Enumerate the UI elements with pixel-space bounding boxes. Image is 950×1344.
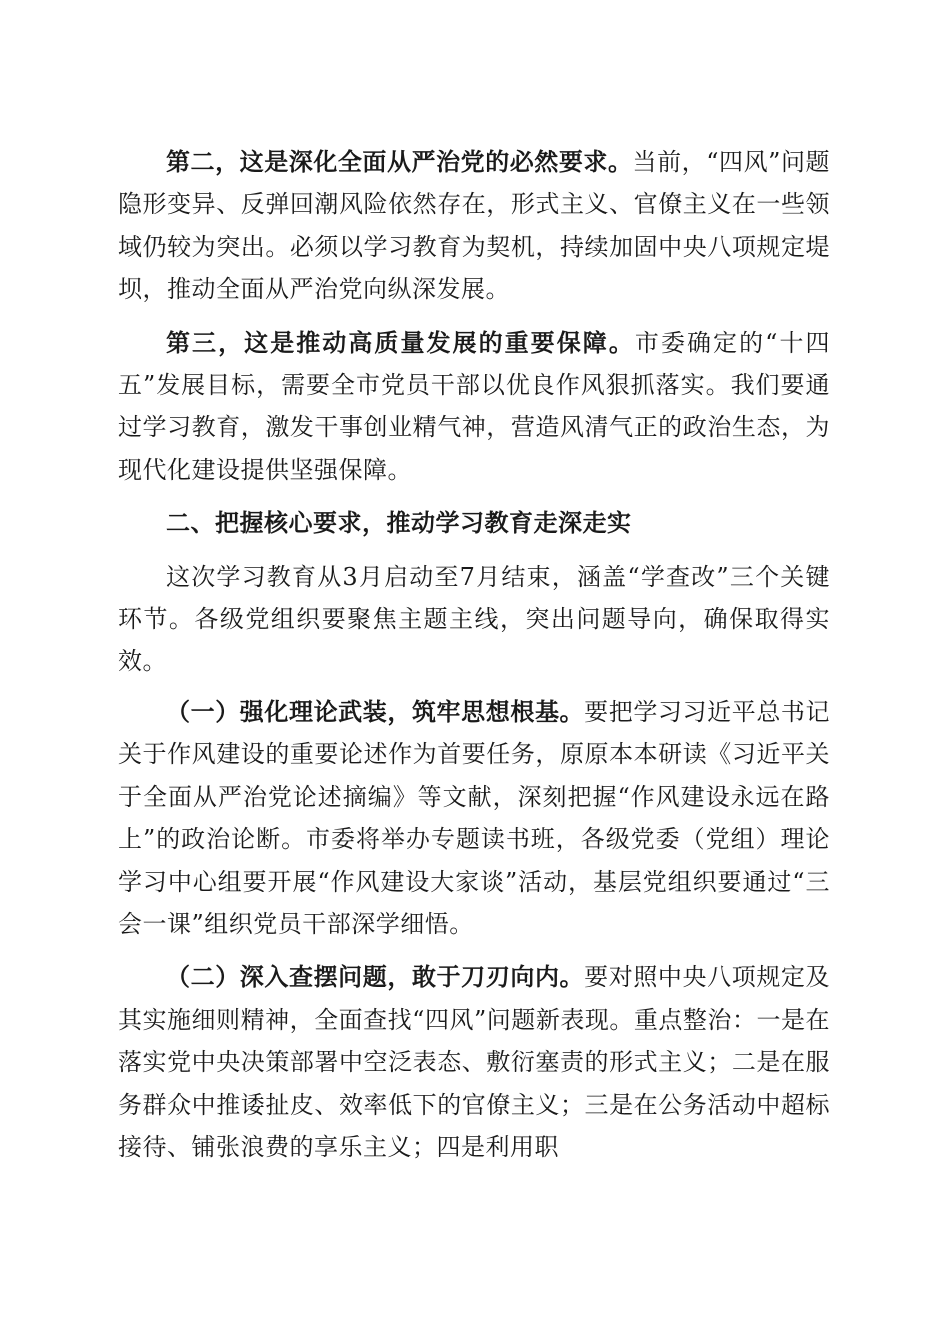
section-heading: 二、把握核心要求，推动学习教育走深走实: [166, 509, 632, 538]
paragraph-lead: 第二，这是深化全面从严治党的必然要求。: [166, 147, 633, 176]
paragraph-text: 要把学习习近平总书记关于作风建设的重要论述作为首要任务，原原本本研读《习近平关于全面从严治党论述摘编》等文献，深刻把握“作风建设永远在路上”的政治论断。市委将举办专题读书班，各级党委（党组）理论学习中心组要开展“作风建设大家谈”活动，基层党组织要通过“三会一课”组织党员干部深学细悟。: [118, 697, 831, 938]
paragraph-second-point: [118, 141, 830, 311]
paragraph-lead: （一）强化理论武装，筑牢思想根基。: [166, 696, 585, 726]
paragraph-text: 要对照中央八项规定及其实施细则精神，全面查找“四风”问题新表现。重点整治：一是在落实党中央决策部署中空泛表态、敷衍塞责的形式主义；二是在服务群众中推诿扯皮、效率低下的官僚主义；三是在公务活动中超标接待、铺张浪费的享乐主义；四是利用职: [118, 963, 831, 1161]
paragraph-text: 市委确定的“十四五”发展目标，需要全市党员干部以优良作风狠抓落实。我们要通过学习教育，激发干事创业精气神，营造风清气正的政治生态，为现代化建设提供坚强保障。: [118, 328, 831, 484]
paragraph-lead: 第三，这是推动高质量发展的重要保障。: [166, 327, 635, 357]
document-body: [118, 141, 830, 1179]
paragraph-subsection-two: [118, 956, 830, 1168]
paragraph-section-intro: [118, 556, 830, 683]
paragraph-subsection-one: [118, 691, 830, 945]
paragraph-lead: （二）深入查摆问题，敢于刀刃向内。: [166, 962, 585, 992]
paragraph-third-point: [118, 322, 830, 492]
paragraph-text: 这次学习教育从3月启动至7月结束，涵盖“学查改”三个关键环节。各级党组织要聚焦主题主线，突出问题导向，确保取得实效。: [118, 562, 830, 676]
paragraph-text: 当前，“四风”问题隐形变异、反弹回潮风险依然存在，形式主义、官僚主义在一些领域仍较为突出。必须以学习教育为契机，持续加固中央八项规定堤坝，推动全面从严治党向纵深发展。: [118, 148, 831, 304]
